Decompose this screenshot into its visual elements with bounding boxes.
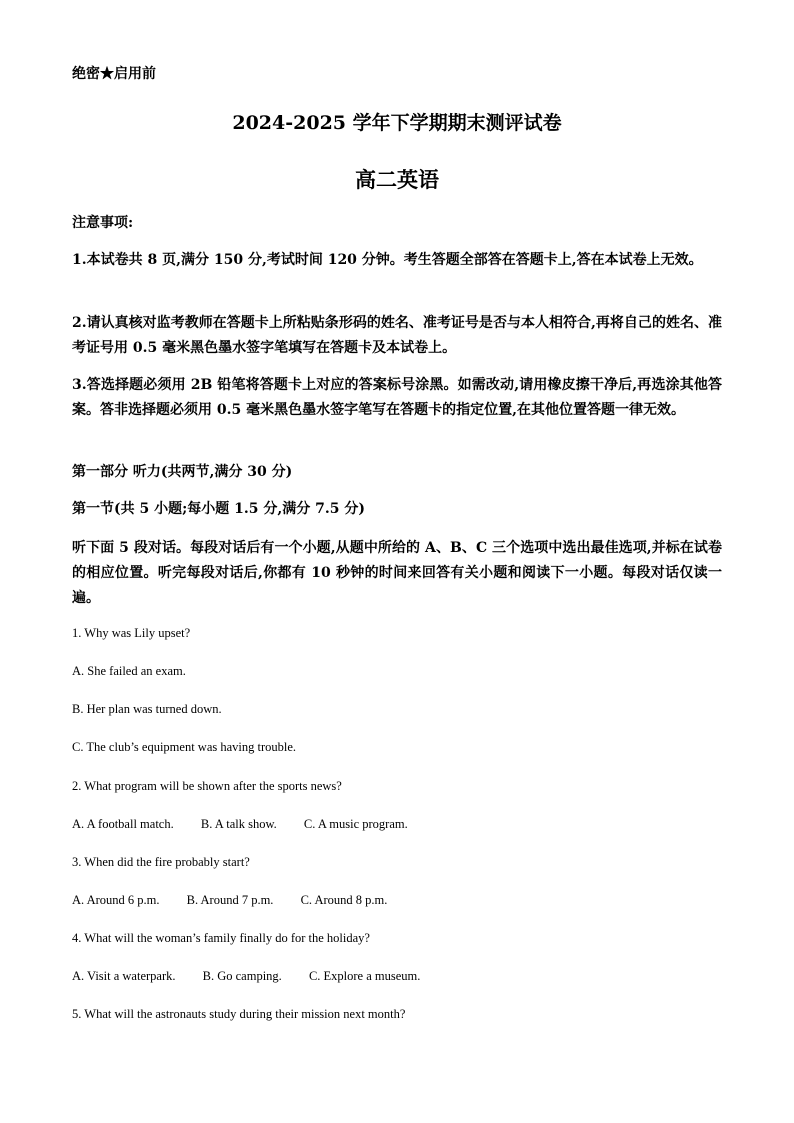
q3-option-b: B. Around 7 p.m. xyxy=(186,893,274,907)
notice-heading: 注意事项: xyxy=(72,215,134,231)
question-5: 5. What will the astronauts study during their mission next month? xyxy=(72,1007,406,1021)
q4-option-b: B. Go camping. xyxy=(202,969,282,983)
question-4: 4. What will the woman’s family finally do for the holiday? xyxy=(72,931,370,945)
notice-item-3: 3.答选择题必须用 2B 铅笔将答题卡上对应的答案标号涂黑。如需改动,请用橡皮擦干净后,再选涂其他答案。答非选择题必须用 0.5 毫米黑色墨水签字笔写在答题卡的指定位置,在其他位置答题一律无效。 xyxy=(72,377,722,418)
question-2: 2. What program will be shown after the sports news? xyxy=(72,779,342,793)
q1-option-c: C. The club’s equipment was having trouble. xyxy=(72,740,297,754)
section1-title: 第一节(共 5 小题;每小题 1.5 分,满分 7.5 分) xyxy=(72,501,365,517)
secret-mark: 绝密★启用前 xyxy=(72,66,156,82)
q4-option-a: A. Visit a waterpark. xyxy=(72,969,176,983)
part1-title: 第一部分 听力(共两节,满分 30 分) xyxy=(72,464,293,480)
subject-title: 高二英语 xyxy=(355,167,439,192)
q4-options xyxy=(72,969,722,984)
q4-option-c: C. Explore a museum. xyxy=(308,969,421,983)
q1-option-a: A. She failed an exam. xyxy=(72,664,186,678)
q2-option-b: B. A talk show. xyxy=(200,817,277,831)
listening-instructions: 听下面 5 段对话。每段对话后有一个小题,从题中所给的 A、B、C 三个选项中选出最佳选项,并标在试卷的相应位置。听完每段对话后,你都有 10 秒钟的时间来回答有关小题和阅读下一小题。每段对话仅读一遍。 xyxy=(72,540,722,606)
q3-option-c: C. Around 8 p.m. xyxy=(300,893,388,907)
q2-option-a: A. A football match. xyxy=(72,817,174,831)
question-1: 1. Why was Lily upset? xyxy=(72,626,191,640)
exam-title: 2024-2025 学年下学期期末测评试卷 xyxy=(232,112,562,134)
notice-item-2: 2.请认真核对监考教师在答题卡上所粘贴条形码的姓名、准考证号是否与本人相符合,再将自己的姓名、准考证号用 0.5 毫米黑色墨水签字笔填写在答题卡及本试卷上。 xyxy=(72,315,722,356)
q3-option-a: A. Around 6 p.m. xyxy=(72,893,160,907)
notice-item-1: 1.本试卷共 8 页,满分 150 分,考试时间 120 分钟。考生答题全部答在答题卡上,答在本试卷上无效。 xyxy=(72,252,703,268)
q3-options xyxy=(72,893,722,908)
q2-option-c: C. A music program. xyxy=(303,817,408,831)
question-3: 3. When did the fire probably start? xyxy=(72,855,250,869)
q2-options xyxy=(72,817,722,832)
q1-option-b: B. Her plan was turned down. xyxy=(72,702,222,716)
